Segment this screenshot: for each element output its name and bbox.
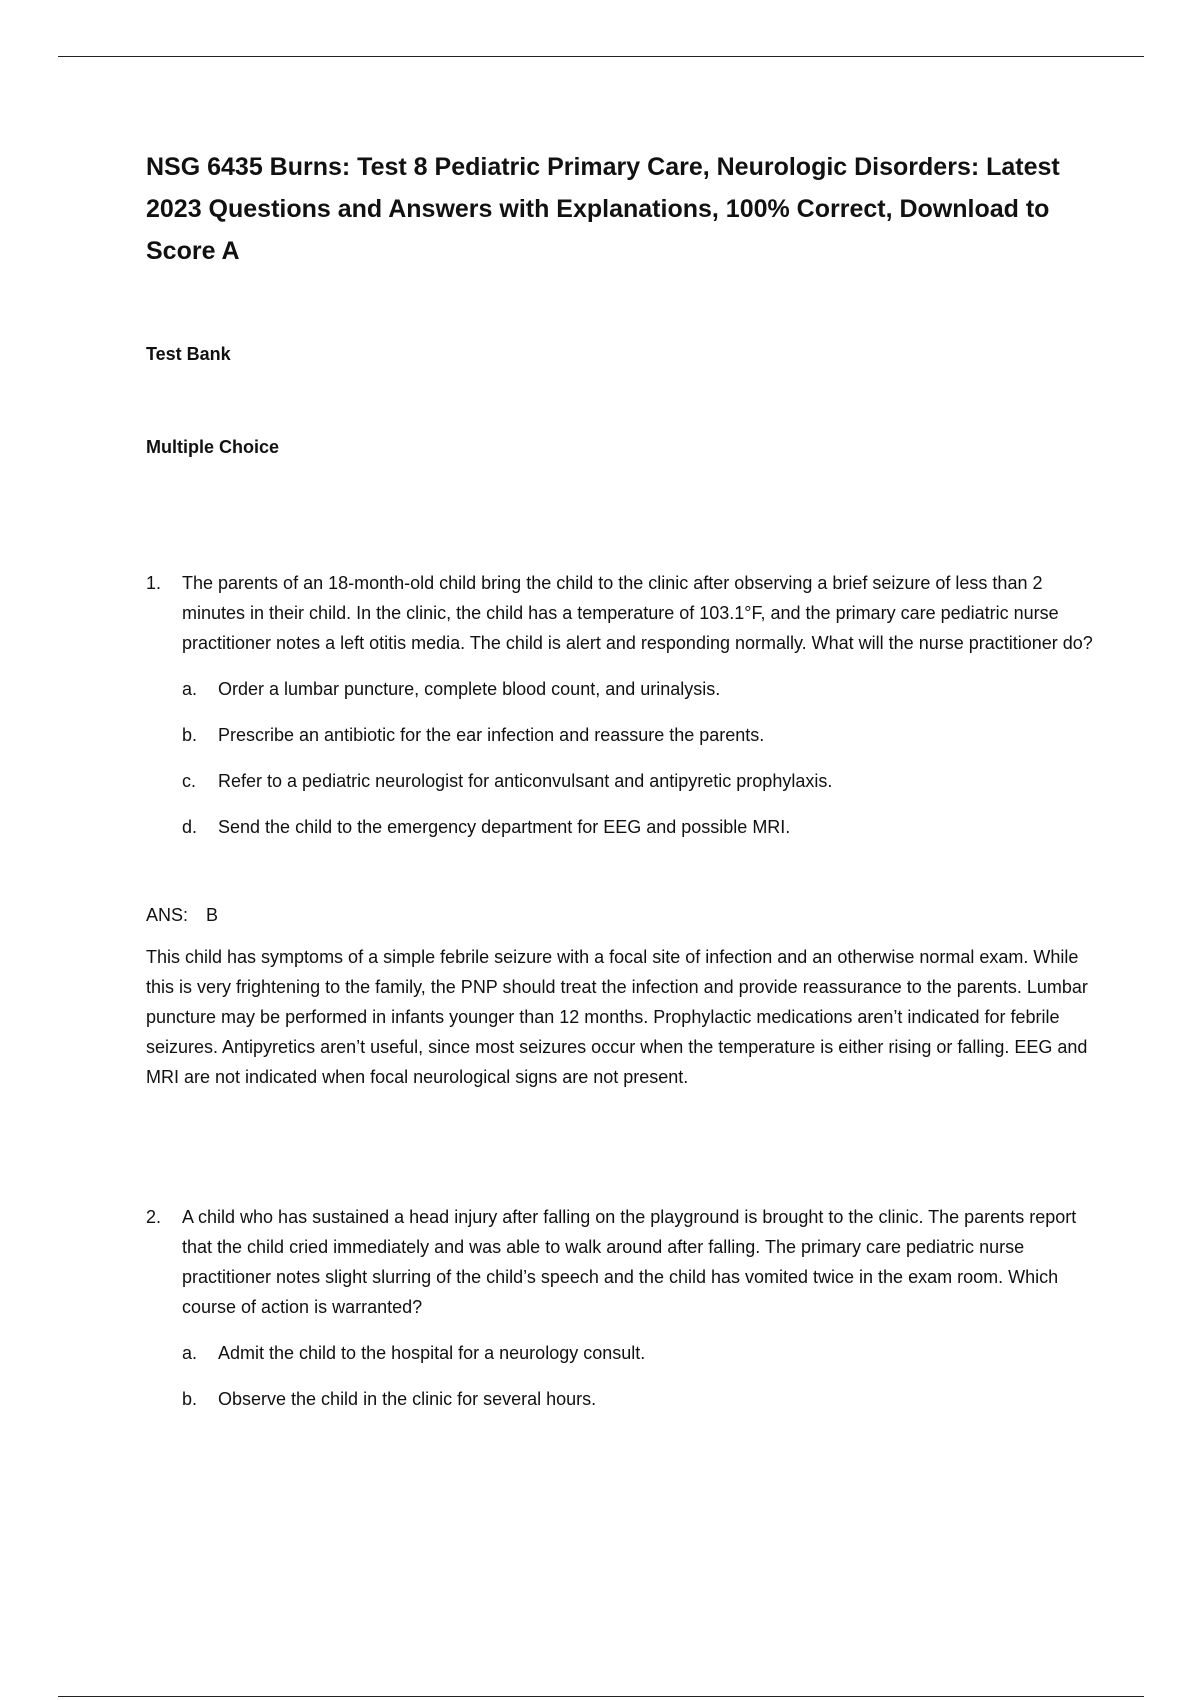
answer-value: B: [206, 905, 219, 925]
answer-label: ANS:: [146, 905, 189, 925]
option-text: Refer to a pediatric neurologist for anticonvulsant and antipyretic prophylaxis.: [218, 771, 833, 791]
option-b: [182, 720, 1096, 750]
option-b: [182, 1384, 1096, 1414]
option-letter: b.: [182, 1389, 198, 1409]
question-number: 1.: [146, 573, 162, 593]
option-letter: c.: [182, 771, 197, 791]
option-letter: a.: [182, 1343, 198, 1363]
question-text: The parents of an 18-month-old child bring the child to the clinic after observing a brief seizure of less than 2 minutes in their child. In the clinic, the child has a temperature of 103.1°F, and the primary care pediatric nurse practitioner notes a left otitis media. The child is alert and responding normally. What will the nurse practitioner do?: [182, 573, 1093, 653]
option-a: [182, 674, 1096, 704]
section-heading-test-bank: Test Bank: [146, 344, 231, 364]
page-content: [146, 146, 1096, 1414]
option-c: [182, 766, 1096, 796]
question-text: A child who has sustained a head injury after falling on the playground is brought to the clinic. The parents report that the child cried immediately and was able to walk around after falling. The primary care pediatric nurse practitioner notes slight slurring of the child’s speech and the child has vomited twice in the exam room. Which course of action is warranted?: [182, 1207, 1077, 1317]
option-text: Observe the child in the clinic for several hours.: [218, 1389, 597, 1409]
bottom-rule: [58, 1696, 1144, 1697]
option-text: Admit the child to the hospital for a neurology consult.: [218, 1343, 646, 1363]
document-title: NSG 6435 Burns: Test 8 Pediatric Primary Care, Neurologic Disorders: Latest 2023 Questions and Answers with Explanations, 100% Correct, Download to Score A: [146, 153, 1060, 265]
question-2: [146, 1202, 1096, 1414]
option-letter: d.: [182, 817, 198, 837]
answer-line: [146, 900, 1096, 930]
question-number: 2.: [146, 1207, 162, 1227]
option-text: Send the child to the emergency department for EEG and possible MRI.: [218, 817, 791, 837]
option-a: [182, 1338, 1096, 1368]
option-text: Order a lumbar puncture, complete blood count, and urinalysis.: [218, 679, 721, 699]
option-d: [182, 812, 1096, 842]
top-rule: [58, 56, 1144, 57]
answer-explanation: This child has symptoms of a simple febrile seizure with a focal site of infection and an otherwise normal exam. While this is very frightening to the family, the PNP should treat the infection and provide reassurance to the parents. Lumbar puncture may be performed in infants younger than 12 months. Prophylactic medications aren’t indicated for febrile seizures. Antipyretics aren’t useful, since most seizures occur when the temperature is either rising or falling. EEG and MRI are not indicated when focal neurological signs are not present.: [146, 947, 1088, 1087]
option-letter: b.: [182, 725, 198, 745]
option-letter: a.: [182, 679, 198, 699]
option-text: Prescribe an antibiotic for the ear infection and reassure the parents.: [218, 725, 765, 745]
section-heading-multiple-choice: Multiple Choice: [146, 437, 280, 457]
answer-options: [182, 1338, 1096, 1414]
answer-options: [182, 674, 1096, 842]
question-1: [146, 568, 1096, 842]
